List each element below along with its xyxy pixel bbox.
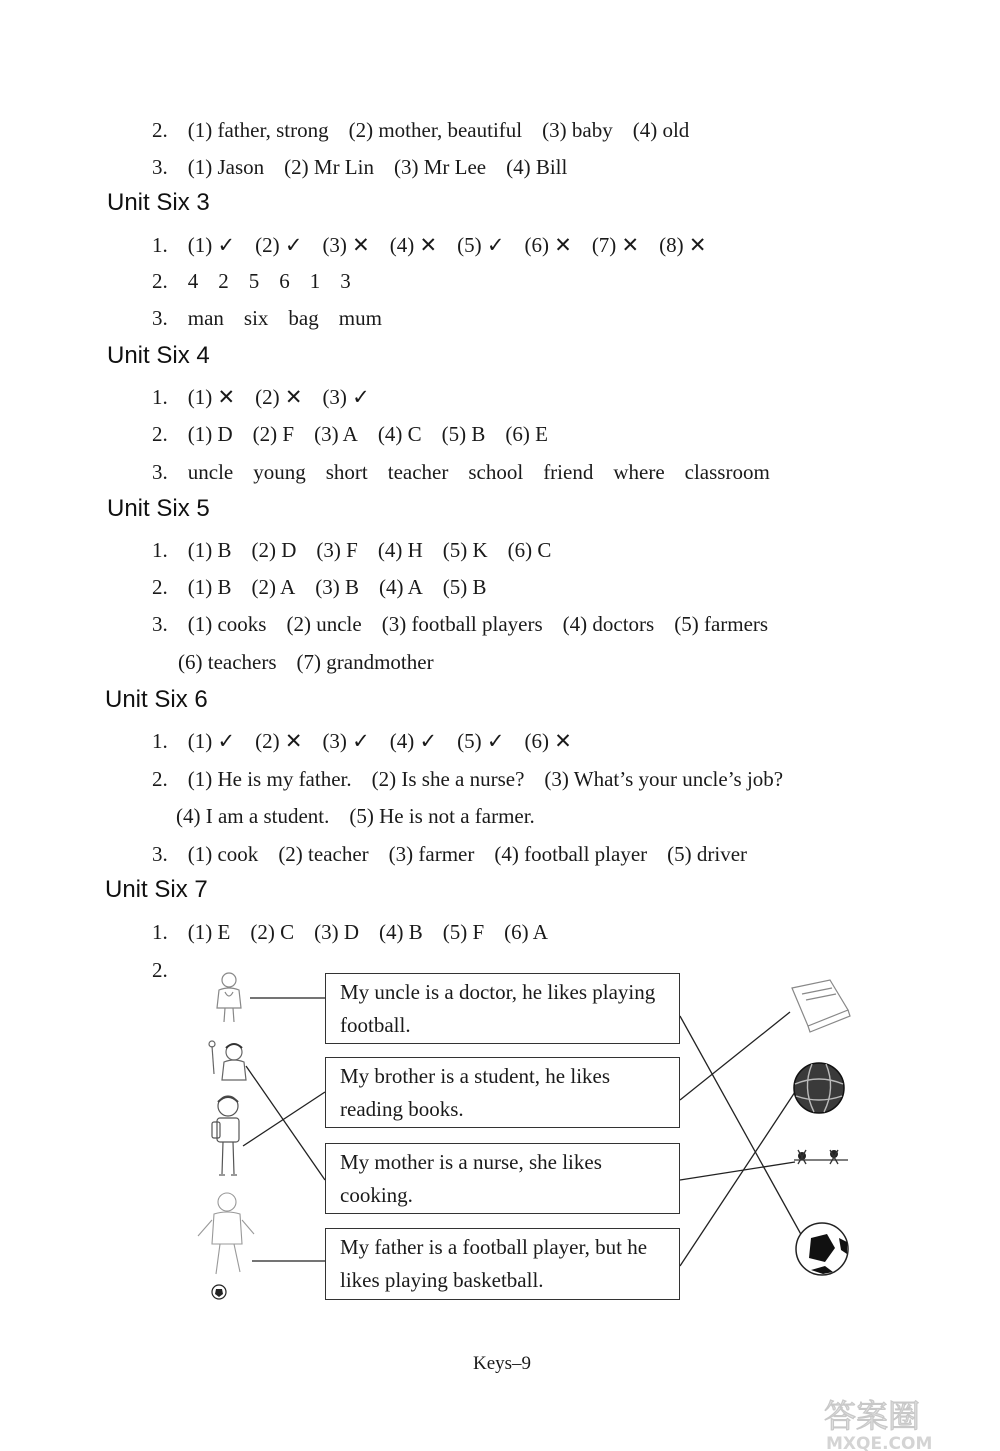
- unit3-q2: 2. 4 2 5 6 1 3: [152, 269, 351, 293]
- doctor-figure-icon: [205, 966, 253, 1026]
- unit3-q3: 3. man six bag mum: [152, 306, 382, 330]
- unit3-q1: 1. (1) ✓ (2) ✓ (3) ✕ (4) ✕ (5) ✓ (6) ✕ (7) ✕ (8) ✕: [152, 233, 707, 257]
- unit3-heading: Unit Six 3: [107, 189, 210, 216]
- watermark-logo: [820, 1395, 998, 1451]
- football-player-figure-icon: [192, 1188, 262, 1300]
- sentence-box-4: My father is a football player, but he likes playing basketball.: [325, 1228, 680, 1300]
- unit5-q3: 3. (1) cooks (2) uncle (3) football players (4) doctors (5) farmers: [152, 612, 769, 636]
- unit4-q1: 1. (1) ✕ (2) ✕ (3) ✓: [152, 385, 370, 409]
- sentence-box-3: My mother is a nurse, she likes cooking.: [325, 1143, 680, 1214]
- woman-figure-icon: [204, 1038, 254, 1082]
- svg-text:MXQE.COM: MXQE.COM: [826, 1434, 933, 1451]
- sentence-box-2: My brother is a student, he likes reading books.: [325, 1057, 680, 1128]
- unit6-q2-cont: (4) I am a student. (5) He is not a farmer.: [176, 804, 535, 828]
- unit4-heading: Unit Six 4: [107, 342, 210, 369]
- unit5-q3-cont: (6) teachers (7) grandmother: [178, 650, 434, 674]
- page-number: Keys–9: [473, 1353, 532, 1374]
- svg-text:答案圈: 答案圈: [824, 1397, 921, 1435]
- unit4-q3: 3. uncle young short teacher school friend where classroom: [152, 460, 770, 484]
- top-q2: 2. (1) father, strong (2) mother, beautiful (3) baby (4) old: [152, 118, 690, 142]
- unit7-heading: Unit Six 7: [105, 876, 208, 903]
- unit6-heading: Unit Six 6: [105, 686, 208, 713]
- boy-with-bag-figure-icon: [208, 1092, 248, 1180]
- unit5-q1: 1. (1) B (2) D (3) F (4) H (5) K (6) C: [152, 538, 552, 562]
- unit6-q2: 2. (1) He is my father. (2) Is she a nurse? (3) What’s your uncle’s job?: [152, 767, 784, 791]
- book-icon: [786, 976, 856, 1034]
- unit7-q2-label: 2.: [152, 958, 168, 982]
- unit5-heading: Unit Six 5: [107, 495, 210, 522]
- cooking-pot-icon: [790, 1144, 850, 1174]
- football-icon: [793, 1220, 851, 1278]
- unit5-q2: 2. (1) B (2) A (3) B (4) A (5) B: [152, 575, 487, 599]
- unit4-q2: 2. (1) D (2) F (3) A (4) C (5) B (6) E: [152, 422, 548, 446]
- unit7-q1: 1. (1) E (2) C (3) D (4) B (5) F (6) A: [152, 920, 548, 944]
- top-q3: 3. (1) Jason (2) Mr Lin (3) Mr Lee (4) Bill: [152, 155, 568, 179]
- basketball-icon: [790, 1060, 848, 1116]
- unit6-q3: 3. (1) cook (2) teacher (3) farmer (4) football player (5) driver: [152, 842, 748, 866]
- sentence-box-1: My uncle is a doctor, he likes playing football.: [325, 973, 680, 1044]
- unit6-q1: 1. (1) ✓ (2) ✕ (3) ✓ (4) ✓ (5) ✓ (6) ✕: [152, 729, 572, 753]
